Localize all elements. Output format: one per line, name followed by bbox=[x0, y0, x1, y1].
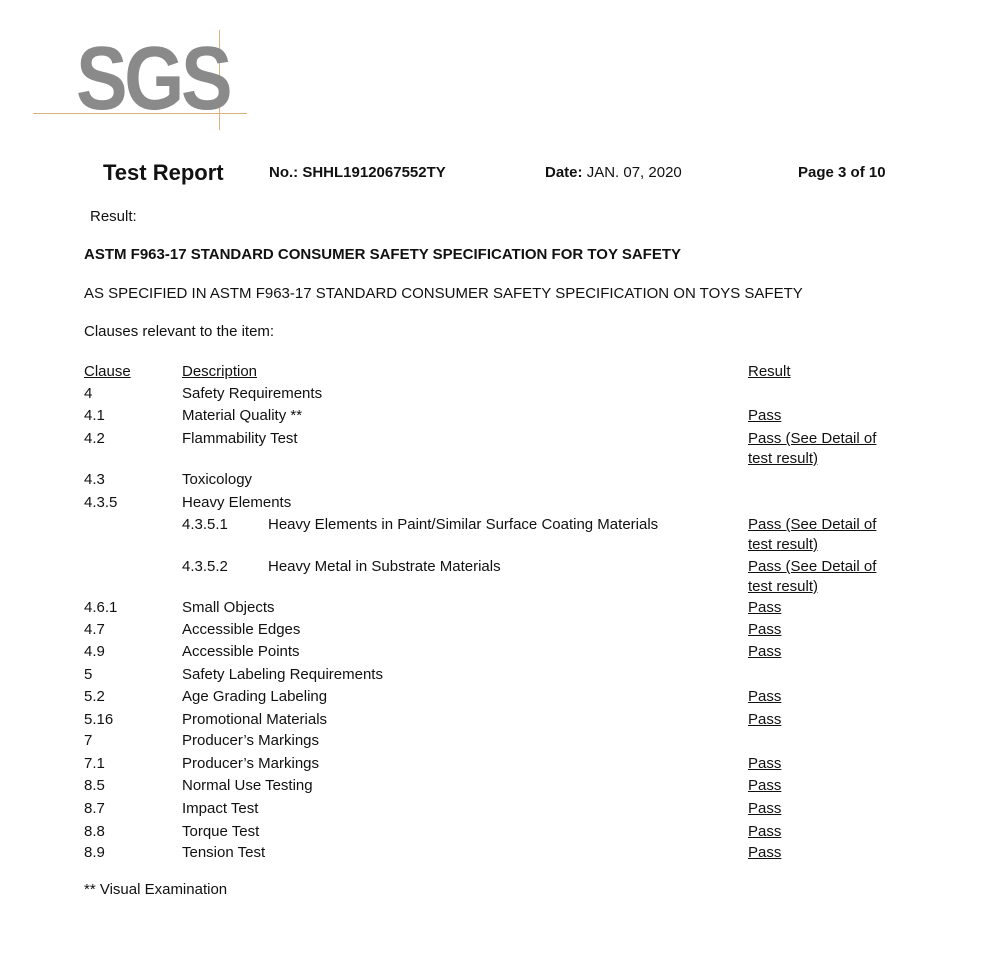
clause-number: 8.8 bbox=[84, 823, 105, 840]
clause-number: 4.6.1 bbox=[84, 599, 118, 616]
clause-number: 8.9 bbox=[84, 844, 105, 861]
clause-description: Producer’s Markings bbox=[182, 732, 319, 749]
clause-description: Material Quality ** bbox=[182, 407, 303, 424]
clause-number: 5 bbox=[84, 666, 93, 683]
subclause-description: Heavy Elements in Paint/Similar Surface Coating Materials bbox=[268, 516, 659, 533]
report-title: Test Report bbox=[103, 160, 224, 185]
clause-description: Small Objects bbox=[182, 599, 275, 616]
description-column-header: Description bbox=[182, 363, 258, 380]
clause-description: Safety Requirements bbox=[182, 385, 323, 402]
clause-description: Accessible Points bbox=[182, 643, 300, 660]
standard-subtitle: AS SPECIFIED IN ASTM F963-17 STANDARD CONSUMER SAFETY SPECIFICATION ON TOYS SAFETY bbox=[84, 285, 803, 302]
clause-result: Pass bbox=[748, 621, 782, 638]
clause-result: Pass bbox=[748, 407, 782, 424]
clause-description: Torque Test bbox=[182, 823, 260, 840]
clause-result: Pass (See Detail of bbox=[748, 516, 877, 533]
clause-result-continued: test result) bbox=[748, 578, 819, 595]
clause-number: 4.1 bbox=[84, 407, 105, 424]
report-date-value: JAN. 07, 2020 bbox=[586, 164, 682, 181]
clause-description: Normal Use Testing bbox=[182, 777, 313, 794]
clause-number: 7 bbox=[84, 732, 93, 749]
clause-result: Pass bbox=[748, 643, 782, 660]
clause-description: Safety Labeling Requirements bbox=[182, 666, 383, 683]
clause-column-header: Clause bbox=[84, 363, 131, 380]
clause-result-continued: test result) bbox=[748, 450, 819, 467]
clause-number: 4.7 bbox=[84, 621, 105, 638]
subclause-description: Heavy Metal in Substrate Materials bbox=[268, 558, 501, 575]
clause-description: Tension Test bbox=[182, 844, 266, 861]
footnote: ** Visual Examination bbox=[84, 881, 228, 898]
clause-description: Accessible Edges bbox=[182, 621, 301, 638]
clause-description: Age Grading Labeling bbox=[182, 688, 328, 705]
clause-number: 5.2 bbox=[84, 688, 105, 705]
page-number: Page 3 of 10 bbox=[798, 164, 886, 181]
clause-description: Toxicology bbox=[182, 471, 253, 488]
clause-result: Pass bbox=[748, 755, 782, 772]
standard-title: ASTM F963-17 STANDARD CONSUMER SAFETY SPECIFICATION FOR TOY SAFETY bbox=[84, 246, 682, 263]
subclause-number: 4.3.5.2 bbox=[182, 558, 228, 575]
clause-number: 7.1 bbox=[84, 755, 105, 772]
result-label: Result: bbox=[90, 208, 137, 225]
clause-result: Pass (See Detail of bbox=[748, 558, 877, 575]
clause-number: 8.7 bbox=[84, 800, 105, 817]
logo-text: SGS bbox=[76, 29, 230, 129]
report-number-label: No.: bbox=[269, 164, 299, 181]
result-column-header: Result bbox=[748, 363, 791, 380]
clause-result: Pass bbox=[748, 823, 782, 840]
clause-result: Pass (See Detail of bbox=[748, 430, 877, 447]
clause-result: Pass bbox=[748, 844, 782, 861]
clause-number: 4 bbox=[84, 385, 93, 402]
clause-number: 8.5 bbox=[84, 777, 105, 794]
clause-result-continued: test result) bbox=[748, 536, 819, 553]
clauses-intro: Clauses relevant to the item: bbox=[84, 323, 275, 340]
clause-number: 4.9 bbox=[84, 643, 105, 660]
clause-description: Promotional Materials bbox=[182, 711, 328, 728]
subclause-number: 4.3.5.1 bbox=[182, 516, 228, 533]
clause-number: 5.16 bbox=[84, 711, 114, 728]
clause-result: Pass bbox=[748, 777, 782, 794]
clause-result: Pass bbox=[748, 800, 782, 817]
clause-result: Pass bbox=[748, 711, 782, 728]
clause-description: Impact Test bbox=[182, 800, 259, 817]
report-number-value: SHHL1912067552TY bbox=[302, 164, 446, 181]
clause-number: 4.3 bbox=[84, 471, 105, 488]
clause-result: Pass bbox=[748, 688, 782, 705]
report-date-label: Date: bbox=[545, 164, 583, 181]
clause-result: Pass bbox=[748, 599, 782, 616]
clause-description: Heavy Elements bbox=[182, 494, 292, 511]
clause-description: Flammability Test bbox=[182, 430, 298, 447]
clause-number: 4.3.5 bbox=[84, 494, 118, 511]
clause-description: Producer’s Markings bbox=[182, 755, 319, 772]
clause-number: 4.2 bbox=[84, 430, 105, 447]
